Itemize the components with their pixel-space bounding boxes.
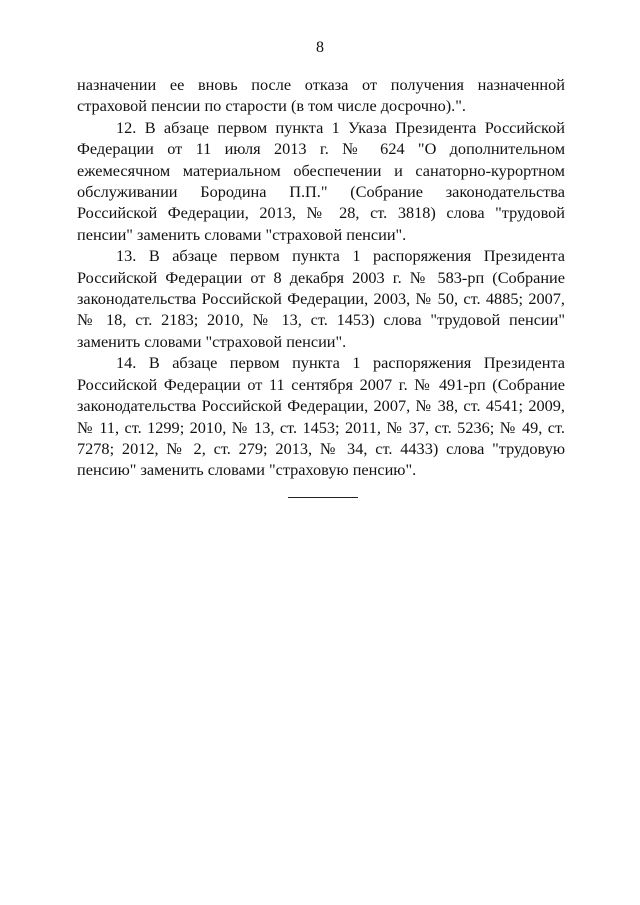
page-number: 8 — [316, 39, 324, 56]
end-of-text-rule — [288, 497, 358, 498]
paragraph-item-13: 13. В абзаце первом пункта 1 распоряжения Президента Российской Федерации от 8 декабря 2003 г. № 583-рп (Собрание законодательства Российской Федерации, 2003, № 50, ст. 4885; 2007, № 18, ст. 2183; 2010, № 13, ст. 1453) слова "трудовой пенсии" заменить словами "страховой пенсии". — [77, 246, 565, 351]
paragraph-item-14: 14. В абзаце первом пункта 1 распоряжения Президента Российской Федерации от 11 сентября 2007 г. № 491-рп (Собрание законодательства Российской Федерации, 2007, № 38, ст. 4541; 2009, № 11, ст. 1299; 2010, № 13, ст. 1453; 2011, № 37, ст. 5236; № 49, ст. 7278; 2012, № 2, ст. 279; 2013, № 34, ст. 4433) слова "трудовую пенсию" заменить словами "страховую пенсию". — [77, 353, 565, 480]
paragraph-continuation: назначении ее вновь после отказа от получения назначенной страховой пенсии по старости (в том числе досрочно).". — [77, 75, 565, 116]
paragraph-item-12: 12. В абзаце первом пункта 1 Указа Президента Российской Федерации от 11 июля 2013 г. № 624 "О дополнительном ежемесячном материальном обеспечении и санаторно-курортном обслуживании Бородина П.П." (Собрание законодательства Российской Федерации, 2013, № 28, ст. 3818) слова "трудовой пенсии" заменить словами "страховой пенсии". — [77, 117, 565, 244]
document-body — [77, 74, 565, 481]
